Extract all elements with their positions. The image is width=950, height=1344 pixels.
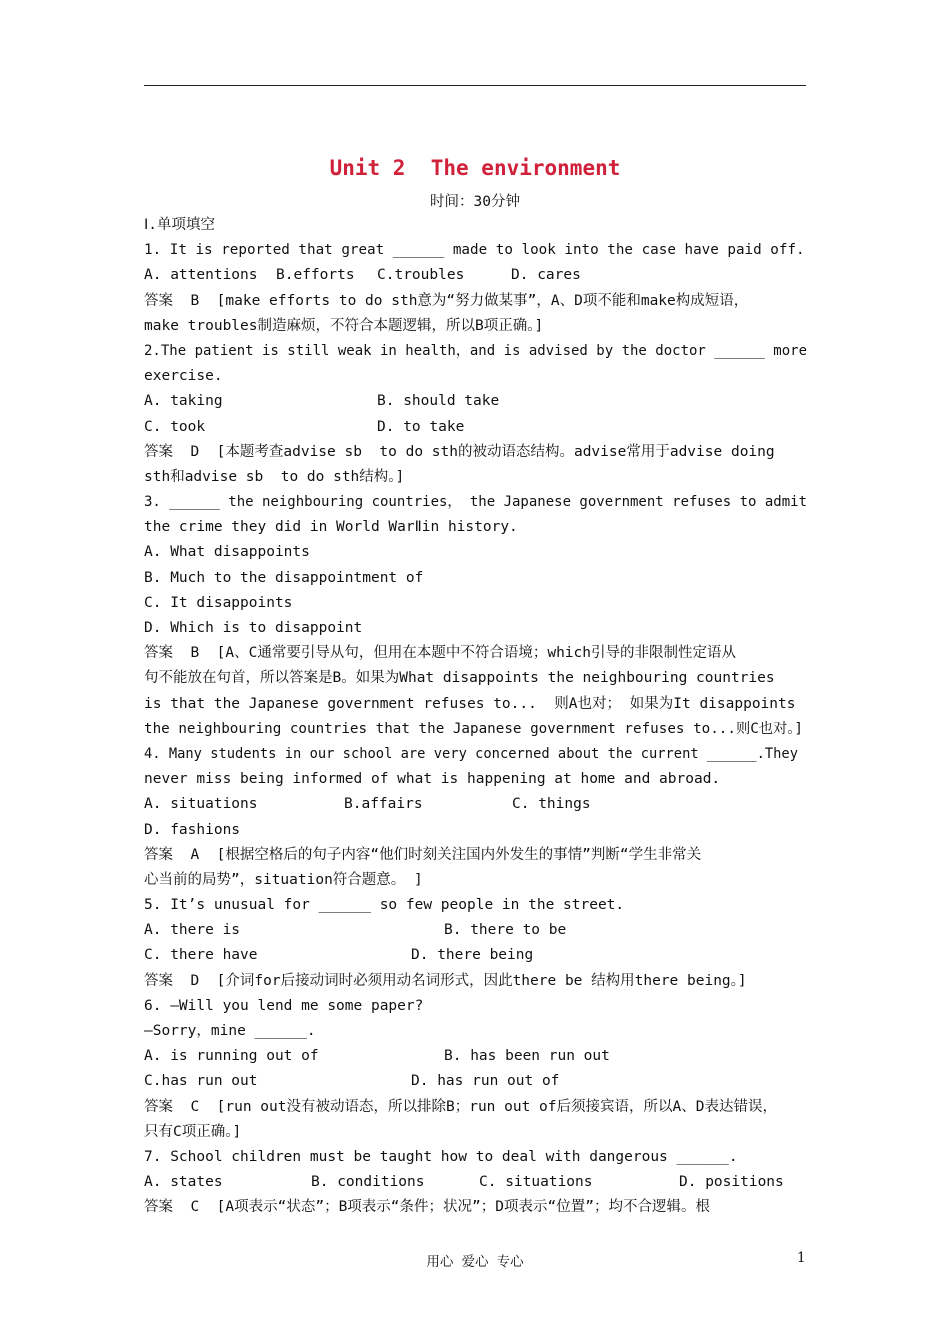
option-b: B. should take <box>377 393 500 410</box>
option-d: D. to take <box>377 418 465 435</box>
question-text: the crime they did in World WarⅡin history. <box>144 519 518 536</box>
options-row <box>144 415 808 440</box>
answer-line: 句不能放在句首，所以答案是B。如果为What disappoints the neighbouring countries <box>144 670 775 687</box>
option-c: C. situations <box>479 1174 593 1191</box>
question-4: 4. Many students in our school are very concerned about the current ______.They <box>144 745 798 762</box>
options-row <box>144 1044 808 1069</box>
options-row <box>144 918 808 943</box>
option-d: D. positions <box>679 1174 784 1191</box>
option-d: D. fashions <box>144 821 241 838</box>
option-b: B.affairs <box>344 796 423 813</box>
options-row <box>144 792 808 817</box>
page-number: 1 <box>797 1250 806 1266</box>
option-b: B. has been run out <box>444 1048 610 1065</box>
answer-line: 心当前的局势”，situation符合题意。 ] <box>144 871 423 888</box>
answer-line: 答案 C [run out没有被动语态，所以排除B；run out of后须接宾语，所以A、D表达错误， <box>144 1098 777 1115</box>
answer-line: 答案 B [make efforts to do sth意为“努力做某事”，A、D项不能和make构成短语， <box>144 292 749 309</box>
header-rule <box>144 85 806 86</box>
question-1: 1. It is reported that great ______ made to look into the case have paid off. <box>144 242 805 259</box>
option-b: B. conditions <box>311 1174 425 1191</box>
footer-slogan: 用心 爱心 专心 <box>426 1254 524 1270</box>
time-limit: 时间：30分钟 <box>430 194 520 210</box>
option-a: A. there is <box>144 922 241 939</box>
option-c: C.has run out <box>144 1073 258 1090</box>
answer-line: make troubles制造麻烦，不符合本题逻辑，所以B项正确。] <box>144 317 544 334</box>
question-2: 2.The patient is still weak in health，and is advised by the doctor ______ more <box>144 342 808 359</box>
options-row <box>144 1170 808 1195</box>
option-d: D. has run out of <box>411 1073 560 1090</box>
answer-line: the neighbouring countries that the Japanese government refuses to...则C也对。] <box>144 720 804 737</box>
option-d: D. there being <box>411 947 534 964</box>
option-c: C. things <box>512 796 591 813</box>
question-text: —Sorry，mine ______. <box>144 1023 316 1039</box>
question-text: never miss being informed of what is happening at home and abroad. <box>144 771 721 788</box>
answer-line: 答案 C [A项表示“状态”；B项表示“条件；状况”；D项表示“位置”；均不合逻辑。根 <box>144 1199 710 1216</box>
option-c: C. took <box>144 418 206 435</box>
option-d: D. Which is to disappoint <box>144 620 363 636</box>
options-row <box>144 263 808 288</box>
option-a: A. taking <box>144 393 223 410</box>
question-7: 7. School children must be taught how to deal with dangerous ______. <box>144 1148 738 1165</box>
question-6: 6. —Will you lend me some paper? <box>144 997 424 1014</box>
option-a: A. is running out of <box>144 1048 319 1065</box>
section-heading: Ⅰ.单项填空 <box>144 217 216 233</box>
option-c: C. It disappoints <box>144 594 293 611</box>
answer-line: 答案 A [根据空格后的句子内容“他们时刻关注国内外发生的事情”判断“学生非常关 <box>144 846 702 863</box>
page-title: Unit 2 The environment <box>329 156 621 180</box>
option-a: A. situations <box>144 796 258 813</box>
exercise-body <box>144 213 808 1221</box>
option-d: D. cares <box>511 267 581 284</box>
option-a: A. What disappoints <box>144 544 310 561</box>
option-b: B. Much to the disappointment of <box>144 569 424 586</box>
option-c: C. there have <box>144 947 258 964</box>
answer-line: is that the Japanese government refuses to... 则A也对； 如果为It disappoints <box>144 695 796 712</box>
option-a: A. states <box>144 1174 223 1191</box>
option-c: C.troubles <box>377 267 465 284</box>
option-b: B. there to be <box>444 922 567 939</box>
options-row <box>144 943 808 968</box>
options-row <box>144 389 808 414</box>
options-row <box>144 1069 808 1094</box>
question-text: exercise. <box>144 368 223 385</box>
option-a: A. attentions <box>144 267 258 284</box>
answer-line: 答案 D [介词for后接动词时必须用动名词形式，因此there be 结构用there being。] <box>144 972 747 989</box>
answer-line: sth和advise sb to do sth结构。] <box>144 468 405 485</box>
question-5: 5. It’s unusual for ______ so few people in the street. <box>144 897 625 914</box>
option-b: B.efforts <box>276 267 355 284</box>
answer-line: 只有C项正确。] <box>144 1123 242 1140</box>
answer-line: 答案 D [本题考查advise sb to do sth的被动语态结构。advise常用于advise doing <box>144 443 775 460</box>
answer-line: 答案 B [A、C通常要引导从句，但用在本题中不符合语境；which引导的非限制性定语从 <box>144 645 736 662</box>
question-3: 3. ______ the neighbouring countries， the Japanese government refuses to admit <box>144 494 808 511</box>
